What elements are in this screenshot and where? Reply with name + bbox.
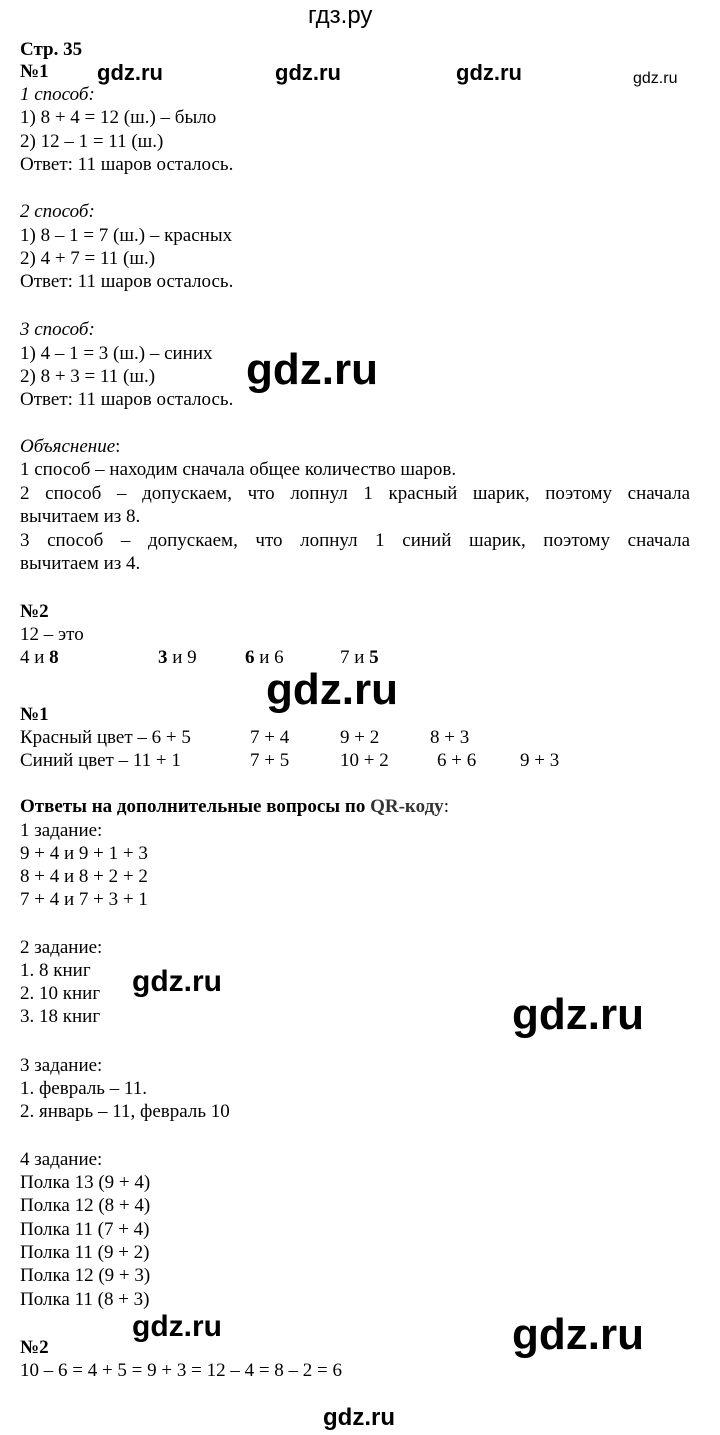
color-row-cell: 8 + 3 bbox=[430, 727, 470, 748]
task-label: №2 bbox=[20, 1337, 49, 1358]
zadanie-line: 2. январь – 11, февраль 10 bbox=[20, 1101, 230, 1122]
watermark: gdz.ru bbox=[275, 60, 341, 85]
watermark: gdz.ru bbox=[97, 60, 163, 85]
method-title: 3 способ: bbox=[20, 319, 95, 340]
task-label: №2 bbox=[20, 601, 49, 622]
method-title: 2 способ: bbox=[20, 201, 95, 222]
zadanie-line: 2. 10 книг bbox=[20, 983, 101, 1004]
page-number: Стр. 35 bbox=[20, 39, 83, 60]
site-header: гдз.ру bbox=[308, 2, 373, 29]
color-row-cell: Красный цвет – 6 + 5 bbox=[20, 727, 191, 748]
zadanie-title: 2 задание: bbox=[20, 937, 103, 958]
solution-line: 2) 8 + 3 = 11 (ш.) bbox=[20, 366, 156, 387]
qr-link[interactable]: QR-коду bbox=[370, 796, 444, 817]
watermark: gdz.ru bbox=[456, 60, 522, 85]
color-row-cell: 7 + 4 bbox=[250, 727, 290, 748]
color-row-cell: 9 + 3 bbox=[520, 750, 560, 771]
zadanie-line: 9 + 4 и 9 + 1 + 3 bbox=[20, 843, 148, 864]
watermark: gdz.ru bbox=[266, 665, 398, 714]
watermark: gdz.ru bbox=[246, 345, 378, 394]
watermark: gdz.ru bbox=[323, 1404, 395, 1431]
zadanie-title: 3 задание: bbox=[20, 1055, 103, 1076]
color-row-cell: 6 + 6 bbox=[437, 750, 477, 771]
answer-line: Ответ: 11 шаров осталось. bbox=[20, 154, 234, 175]
explanation-line: вычитаем из 4. bbox=[20, 553, 141, 574]
color-row-cell: 7 + 5 bbox=[250, 750, 290, 771]
explanation-line: 2 способ – допускаем, что лопнул 1 красный шарик, поэтому сначала bbox=[20, 483, 690, 504]
zadanie-line: 7 + 4 и 7 + 3 + 1 bbox=[20, 889, 148, 910]
answer-line: Ответ: 11 шаров осталось. bbox=[20, 389, 234, 410]
equation-line: 10 – 6 = 4 + 5 = 9 + 3 = 12 – 4 = 8 – 2 = 6 bbox=[20, 1360, 343, 1381]
solution-line: 1) 4 – 1 = 3 (ш.) – синих bbox=[20, 343, 213, 364]
zadanie-title: 4 задание: bbox=[20, 1149, 103, 1170]
zadanie-line: 1. февраль – 11. bbox=[20, 1078, 148, 1099]
zadanie-line: Полка 12 (9 + 3) bbox=[20, 1265, 151, 1286]
watermark: gdz.ru bbox=[132, 1310, 222, 1343]
explanation-colon: : bbox=[115, 436, 121, 457]
color-row-cell: 10 + 2 bbox=[340, 750, 389, 771]
solution-line: 2) 4 + 7 = 11 (ш.) bbox=[20, 248, 156, 269]
zadanie-line: Полка 11 (9 + 2) bbox=[20, 1242, 150, 1263]
zadanie-line: 8 + 4 и 8 + 2 + 2 bbox=[20, 866, 148, 887]
solution-line: 1) 8 + 4 = 12 (ш.) – было bbox=[20, 107, 217, 128]
solution-line: 1) 8 – 1 = 7 (ш.) – красных bbox=[20, 225, 233, 246]
zadanie-line: Полка 12 (8 + 4) bbox=[20, 1195, 151, 1216]
watermark: gdz.ru bbox=[512, 1310, 644, 1359]
answer-line: Ответ: 11 шаров осталось. bbox=[20, 271, 234, 292]
zadanie-line: 3. 18 книг bbox=[20, 1006, 101, 1027]
task-label: №1 bbox=[20, 704, 49, 725]
number-pair: 7 и 5 bbox=[340, 647, 379, 668]
watermark: gdz.ru bbox=[132, 965, 222, 998]
zadanie-title: 1 задание: bbox=[20, 820, 103, 841]
explanation-title bbox=[20, 435, 120, 458]
task-label: №1 bbox=[20, 61, 49, 82]
qr-section-title: Ответы на дополнительные вопросы по QR-коду: bbox=[20, 796, 449, 817]
number-pair: 3 и 9 bbox=[158, 647, 197, 668]
number-pair: 4 и 8 bbox=[20, 647, 59, 668]
number-pair: 6 и 6 bbox=[245, 647, 284, 668]
watermark: gdz.ru bbox=[512, 990, 644, 1039]
explanation-line: 1 способ – находим сначала общее количество шаров. bbox=[20, 459, 457, 480]
zadanie-line: Полка 13 (9 + 4) bbox=[20, 1172, 151, 1193]
color-row-cell: 9 + 2 bbox=[340, 727, 380, 748]
task-intro: 12 – это bbox=[20, 624, 84, 645]
method-title: 1 способ: bbox=[20, 84, 95, 105]
zadanie-line: Полка 11 (8 + 3) bbox=[20, 1289, 150, 1310]
explanation-line: вычитаем из 8. bbox=[20, 506, 141, 527]
zadanie-line: Полка 11 (7 + 4) bbox=[20, 1219, 150, 1240]
explanation-label: Объяснение bbox=[20, 436, 116, 457]
color-row-cell: Синий цвет – 11 + 1 bbox=[20, 750, 181, 771]
explanation-line: 3 способ – допускаем, что лопнул 1 синий шарик, поэтому сначала bbox=[20, 530, 690, 551]
solution-line: 2) 12 – 1 = 11 (ш.) bbox=[20, 131, 164, 152]
zadanie-line: 1. 8 книг bbox=[20, 960, 91, 981]
watermark: gdz.ru bbox=[633, 70, 678, 87]
